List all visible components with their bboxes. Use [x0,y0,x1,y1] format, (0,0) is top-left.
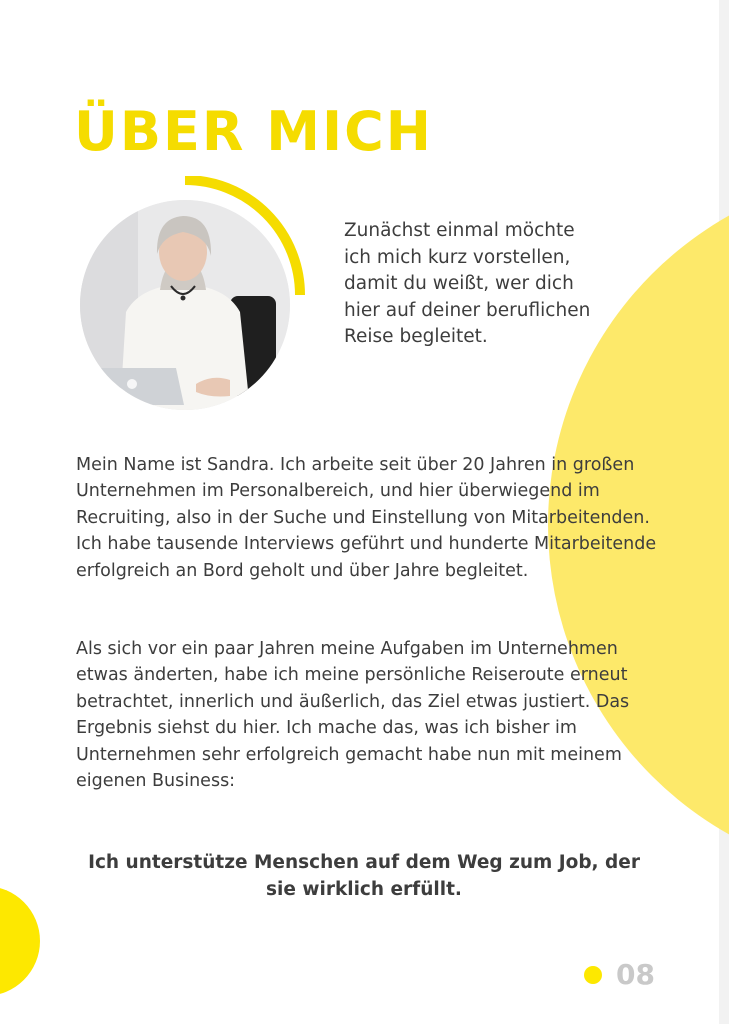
intro-text: Zunächst einmal möchte ich mich kurz vorstellen, damit du weißt, wer dich hier auf deiner beruflichen Reise begleitet. [344,220,591,347]
paragraph-1: Mein Name ist Sandra. Ich arbeite seit über 20 Jahren in großen Unternehmen im Personalbereich, und hier überwiegend im Recruiting, also in der Suche und Einstellung von Mitarbeitenden. Ich habe tausende Interviews geführt und hunderte Mitarbeitende erfolgreich an Bord geholt und über Jahre begleitet. [76,455,657,581]
page-number-dot [584,966,602,984]
paragraph-2: Als sich vor ein paar Jahren meine Aufgaben im Unternehmen etwas änderten, habe ich meine persönliche Reiseroute erneut betrachtet, innerlich und äußerlich, das Ziel etwas justiert. Das Ergebnis siehst du hier. Ich mache das, was ich bisher im Unternehmen sehr erfolgreich gemacht habe nun mit meinem eigenen Business: [76,639,630,792]
decorative-corner-circle [0,886,40,996]
page-title: ÜBER MICH [74,100,433,163]
conclusion-text: Ich unterstütze Menschen auf dem Weg zum Job, der sie wirklich erfüllt. [88,852,640,900]
portrait-illustration [80,200,290,410]
portrait-photo [80,200,290,410]
page-number: 08 [616,958,655,991]
